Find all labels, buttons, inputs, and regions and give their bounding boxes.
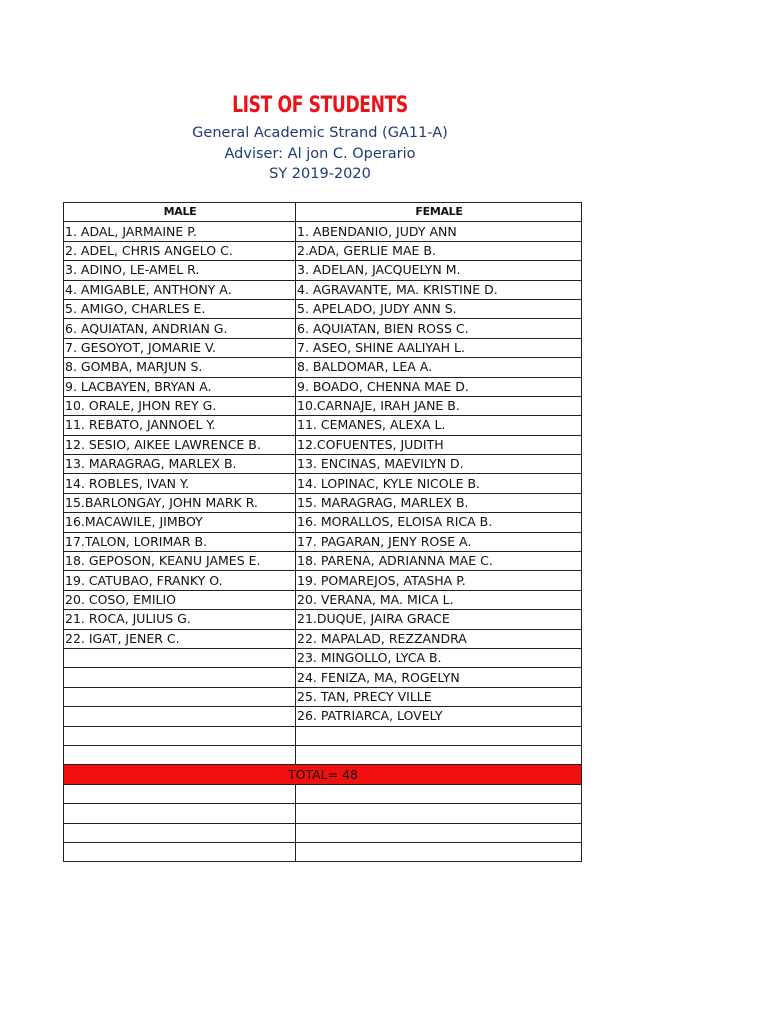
female-cell: 2.ADA, GERLIE MAE B. [296,241,582,260]
table-row [64,687,582,706]
table-row [64,532,582,551]
male-cell: 22. IGAT, JENER C. [64,629,296,648]
table-row [64,726,582,745]
table-row [64,435,582,454]
female-cell: 26. PATRIARCA, LOVELY [296,707,582,726]
table-row [64,474,582,493]
table-row [64,784,582,803]
female-cell: 15. MARAGRAG, MARLEX B. [296,493,582,512]
female-cell [296,804,582,823]
page-title: LIST OF STUDENTS [232,93,408,118]
table-row [64,358,582,377]
table-row [64,416,582,435]
male-cell: 10. ORALE, JHON REY G. [64,396,296,415]
female-cell: 11. CEMANES, ALEXA L. [296,416,582,435]
male-cell: 15.BARLONGAY, JOHN MARK R. [64,493,296,512]
male-cell: 3. ADINO, LE-AMEL R. [64,261,296,280]
male-cell [64,648,296,667]
male-cell: 12. SESIO, AIKEE LAWRENCE B. [64,435,296,454]
male-cell: 14. ROBLES, IVAN Y. [64,474,296,493]
table-row [64,823,582,842]
table-row [64,513,582,532]
male-cell: 18. GEPOSON, KEANU JAMES E. [64,552,296,571]
male-cell [64,745,296,764]
header-row [64,203,582,222]
table-row [64,377,582,396]
male-cell: 2. ADEL, CHRIS ANGELO C. [64,241,296,260]
male-cell: 6. AQUIATAN, ANDRIAN G. [64,319,296,338]
male-cell: 5. AMIGO, CHARLES E. [64,299,296,318]
table-row [64,610,582,629]
adviser-line: Adviser: Al jon C. Operario [224,146,416,162]
male-cell: 20. COSO, EMILIO [64,590,296,609]
table-row [64,552,582,571]
table-row [64,668,582,687]
table-row [64,455,582,474]
table-row [64,299,582,318]
male-cell [64,668,296,687]
male-cell [64,842,296,861]
table-row [64,590,582,609]
female-cell: 18. PARENA, ADRIANNA MAE C. [296,552,582,571]
female-cell: 6. AQUIATAN, BIEN ROSS C. [296,319,582,338]
table-row [64,319,582,338]
table-row [64,745,582,764]
female-cell: 10.CARNAJE, IRAH JANE B. [296,396,582,415]
male-cell: 11. REBATO, JANNOEL Y. [64,416,296,435]
table-body [64,222,582,862]
male-cell: 16.MACAWILE, JIMBOY [64,513,296,532]
male-cell: 13. MARAGRAG, MARLEX B. [64,455,296,474]
table-row [64,338,582,357]
table-row [64,280,582,299]
table-row [64,804,582,823]
table-row [64,396,582,415]
male-cell: 21. ROCA, JULIUS G. [64,610,296,629]
students-table [63,202,582,862]
female-cell [296,745,582,764]
female-cell: 13. ENCINAS, MAEVILYN D. [296,455,582,474]
female-cell [296,784,582,803]
female-cell: 9. BOADO, CHENNA MAE D. [296,377,582,396]
female-cell: 7. ASEO, SHINE AALIYAH L. [296,338,582,357]
male-cell [64,726,296,745]
table-row [64,571,582,590]
male-cell: 7. GESOYOT, JOMARIE V. [64,338,296,357]
table-row [64,648,582,667]
female-cell: 8. BALDOMAR, LEA A. [296,358,582,377]
female-cell [296,842,582,861]
female-cell: 5. APELADO, JUDY ANN S. [296,299,582,318]
school-year: SY 2019-2020 [269,166,371,182]
total-cell: TOTAL= 48 [64,765,582,784]
female-cell: 3. ADELAN, JACQUELYN M. [296,261,582,280]
male-cell: 1. ADAL, JARMAINE P. [64,222,296,241]
table-row [64,222,582,241]
female-cell: 21.DUQUE, JAIRA GRACE [296,610,582,629]
female-cell: 12.COFUENTES, JUDITH [296,435,582,454]
male-cell [64,784,296,803]
female-cell: 23. MINGOLLO, LYCA B. [296,648,582,667]
table-row [64,493,582,512]
male-cell: 4. AMIGABLE, ANTHONY A. [64,280,296,299]
male-cell: 9. LACBAYEN, BRYAN A. [64,377,296,396]
strand-subtitle: General Academic Strand (GA11-A) [192,125,448,141]
female-cell: 25. TAN, PRECY VILLE [296,687,582,706]
female-cell: 19. POMAREJOS, ATASHA P. [296,571,582,590]
male-cell [64,687,296,706]
male-cell [64,823,296,842]
table-row [64,707,582,726]
female-cell: 22. MAPALAD, REZZANDRA [296,629,582,648]
female-header: FEMALE [296,203,582,222]
male-cell [64,707,296,726]
female-cell [296,823,582,842]
table-row [64,261,582,280]
male-cell: 8. GOMBA, MARJUN S. [64,358,296,377]
female-cell: 17. PAGARAN, JENY ROSE A. [296,532,582,551]
table-row [64,629,582,648]
male-cell [64,804,296,823]
female-cell [296,726,582,745]
total-row [64,765,582,784]
female-cell: 16. MORALLOS, ELOISA RICA B. [296,513,582,532]
male-cell: 17.TALON, LORIMAR B. [64,532,296,551]
female-cell: 14. LOPINAC, KYLE NICOLE B. [296,474,582,493]
female-cell: 20. VERANA, MA. MICA L. [296,590,582,609]
table-row [64,241,582,260]
female-cell: 4. AGRAVANTE, MA. KRISTINE D. [296,280,582,299]
male-header: MALE [64,203,296,222]
female-cell: 1. ABENDANIO, JUDY ANN [296,222,582,241]
male-cell: 19. CATUBAO, FRANKY O. [64,571,296,590]
female-cell: 24. FENIZA, MA, ROGELYN [296,668,582,687]
table-row [64,842,582,861]
